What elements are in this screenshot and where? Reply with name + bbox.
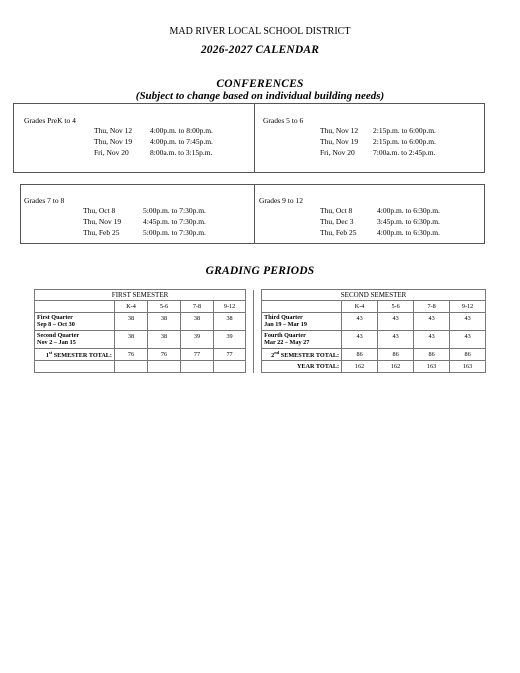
total-value: 86 [342, 349, 378, 361]
days-value: 38 [115, 331, 148, 349]
session-date: Thu, Feb 25 [320, 228, 357, 237]
quarter-row [35, 313, 486, 331]
spacer-cell [254, 361, 262, 373]
session-time: 4:00p.m. to 7:45p.m. [150, 137, 213, 146]
session-date: Thu, Nov 12 [320, 126, 359, 135]
column-header: K-4 [115, 301, 148, 313]
year-total-value: 162 [378, 361, 414, 373]
quarter-label [35, 331, 115, 349]
quarter-name: Second Quarter [37, 332, 80, 339]
session-date: Thu, Nov 12 [94, 126, 133, 135]
total-value: 77 [181, 349, 214, 361]
spacer-cell [246, 331, 254, 349]
days-value: 39 [181, 331, 214, 349]
conferences-subtitle: (Subject to change based on individual building needs) [135, 90, 385, 102]
grade-label-5-6: Grades 5 to 6 [263, 116, 304, 125]
days-value: 43 [450, 313, 486, 331]
session-date: Thu, Oct 8 [320, 206, 353, 215]
days-value: 43 [342, 331, 378, 349]
quarter-dates: Jan 19 – Mar 19 [264, 321, 307, 328]
quarter-label [262, 313, 342, 331]
conference-box-elementary [13, 103, 485, 173]
session-time: 5:00p.m. to 7:30p.m. [143, 206, 206, 215]
year-total-row [35, 361, 486, 373]
empty-cell [148, 361, 181, 373]
total-label-text: SEMESTER TOTAL: [279, 352, 340, 360]
semester-total-label [262, 349, 342, 361]
column-header: 5-6 [148, 301, 181, 313]
column-header: 5-6 [378, 301, 414, 313]
column-header: K-4 [342, 301, 378, 313]
total-label-text: SEMESTER TOTAL: [52, 352, 112, 360]
session-time: 2:15p.m. to 6:00p.m. [373, 126, 436, 135]
days-value: 43 [450, 331, 486, 349]
empty-cell [35, 301, 115, 313]
session-date: Fri, Nov 20 [320, 148, 355, 157]
quarter-name: Third Quarter [264, 314, 303, 321]
semester-total-label [35, 349, 115, 361]
days-value: 43 [342, 313, 378, 331]
session-date: Thu, Oct 8 [83, 206, 116, 215]
quarter-name: Fourth Quarter [264, 332, 306, 339]
session-time: 4:45p.m. to 7:30p.m. [143, 217, 206, 226]
semester-total-row [35, 349, 486, 361]
ordinal-suffix: st [48, 349, 53, 355]
days-value: 39 [214, 331, 246, 349]
total-value: 77 [214, 349, 246, 361]
empty-cell [214, 361, 246, 373]
empty-cell [262, 301, 342, 313]
year-total-label: YEAR TOTAL: [262, 361, 342, 373]
quarter-row [35, 331, 486, 349]
spacer-cell [246, 290, 254, 301]
conferences-title: CONFERENCES [216, 78, 304, 90]
total-value: 76 [115, 349, 148, 361]
year-total-value: 162 [342, 361, 378, 373]
quarter-dates: Nov 2 – Jan 15 [37, 339, 76, 346]
spacer-cell [254, 331, 262, 349]
days-value: 43 [378, 331, 414, 349]
session-date: Thu, Nov 19 [83, 217, 122, 226]
grading-periods-table [34, 289, 486, 373]
district-name: MAD RIVER LOCAL SCHOOL DISTRICT [169, 26, 351, 37]
total-value: 86 [378, 349, 414, 361]
ordinal-suffix: nd [274, 349, 280, 355]
spacer-cell [246, 349, 254, 361]
session-date: Fri, Nov 20 [94, 148, 129, 157]
ordinal-number: 2 [271, 352, 275, 360]
spacer-cell [246, 301, 254, 313]
ordinal-number: 1 [45, 352, 49, 360]
box-divider [254, 185, 255, 243]
spacer-cell [246, 313, 254, 331]
second-semester-header: SECOND SEMESTER [262, 290, 486, 301]
session-time: 2:15p.m. to 6:00p.m. [373, 137, 436, 146]
session-date: Thu, Dec 3 [320, 217, 354, 226]
days-value: 38 [181, 313, 214, 331]
session-time: 4:00p.m. to 6:30p.m. [377, 206, 440, 215]
days-value: 38 [115, 313, 148, 331]
days-value: 43 [378, 313, 414, 331]
session-time: 8:00a.m. to 3:15p.m. [150, 148, 213, 157]
box-divider [254, 104, 255, 172]
days-value: 43 [414, 331, 450, 349]
session-date: Thu, Nov 19 [94, 137, 133, 146]
days-value: 38 [148, 313, 181, 331]
column-header: 7-8 [414, 301, 450, 313]
quarter-label [262, 331, 342, 349]
grading-periods-title: GRADING PERIODS [205, 265, 315, 277]
total-value: 86 [450, 349, 486, 361]
quarter-name: First Quarter [37, 314, 73, 321]
quarter-dates: Mar 22 – May 27 [264, 339, 310, 346]
grade-label-9-12: Grades 9 to 12 [259, 196, 303, 205]
semester-header-row [35, 290, 486, 301]
calendar-title: 2026-2027 CALENDAR [200, 44, 320, 56]
year-total-value: 163 [450, 361, 486, 373]
session-date: Thu, Nov 19 [320, 137, 359, 146]
session-date: Thu, Feb 25 [83, 228, 120, 237]
session-time: 4:00p.m. to 6:30p.m. [377, 228, 440, 237]
session-time: 7:00a.m. to 2:45p.m. [373, 148, 436, 157]
days-value: 38 [214, 313, 246, 331]
empty-cell [181, 361, 214, 373]
first-semester-header: FIRST SEMESTER [35, 290, 246, 301]
column-header: 9-12 [450, 301, 486, 313]
quarter-dates: Sep 8 – Oct 30 [37, 321, 75, 328]
session-time: 4:00p.m. to 8:00p.m. [150, 126, 213, 135]
grade-label-7-8: Grades 7 to 8 [24, 196, 65, 205]
empty-cell [115, 361, 148, 373]
total-value: 86 [414, 349, 450, 361]
days-value: 43 [414, 313, 450, 331]
empty-cell [35, 361, 115, 373]
total-value: 76 [148, 349, 181, 361]
spacer-cell [254, 290, 262, 301]
grade-columns-row [35, 301, 486, 313]
spacer-cell [254, 301, 262, 313]
spacer-cell [254, 313, 262, 331]
session-time: 5:00p.m. to 7:30p.m. [143, 228, 206, 237]
column-header: 7-8 [181, 301, 214, 313]
year-total-value: 163 [414, 361, 450, 373]
grade-label-prek-4: Grades PreK to 4 [24, 116, 76, 125]
quarter-label [35, 313, 115, 331]
spacer-cell [254, 349, 262, 361]
spacer-cell [246, 361, 254, 373]
days-value: 38 [148, 331, 181, 349]
session-time: 3:45p.m. to 6:30p.m. [377, 217, 440, 226]
column-header: 9-12 [214, 301, 246, 313]
conference-box-secondary [20, 184, 485, 244]
